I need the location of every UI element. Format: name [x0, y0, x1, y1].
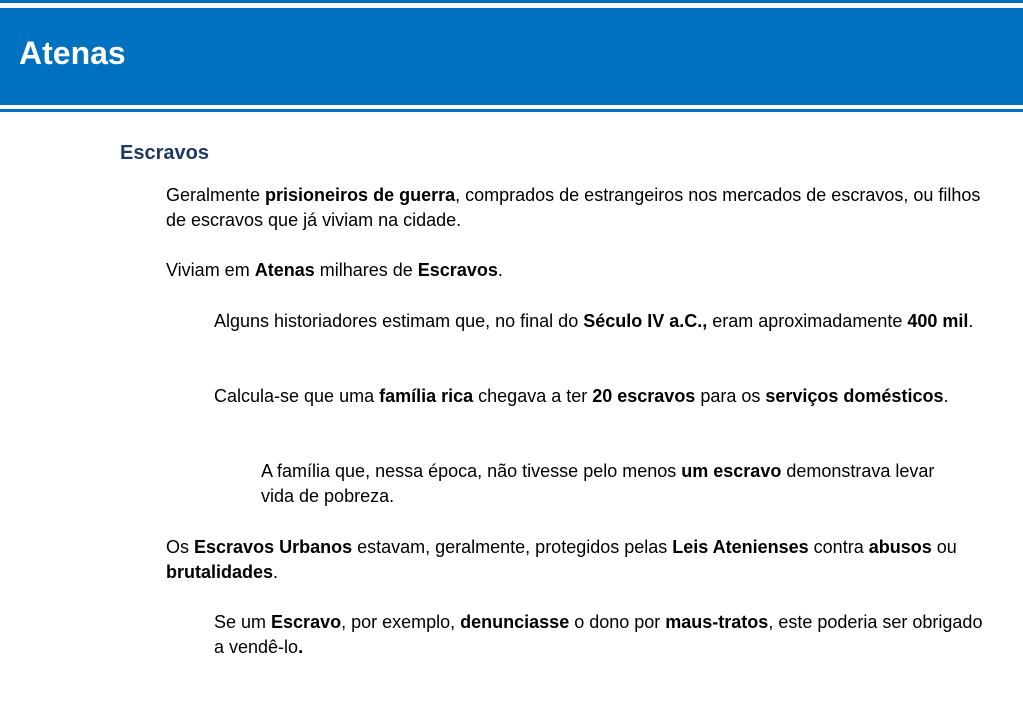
bold-text: Escravos Urbanos	[194, 537, 353, 557]
page-title: Atenas	[19, 35, 126, 71]
paragraph-estimate	[214, 309, 994, 334]
text: Alguns historiadores estimam que, no final do	[214, 311, 584, 331]
bold-text: Atenas	[254, 260, 315, 280]
text: .	[497, 260, 503, 280]
bold-text: um escravo	[681, 461, 782, 481]
bold-text: serviços domésticos	[765, 386, 944, 406]
paragraph-rich-family	[214, 384, 994, 409]
text: , este poderia ser obrigado a vendê-lo	[214, 612, 983, 657]
text: demonstrava levar vida de pobreza.	[261, 461, 935, 506]
text: Calcula-se que uma	[214, 386, 380, 406]
bold-text: 400 mil	[907, 311, 969, 331]
bold-text: Escravos	[417, 260, 498, 280]
paragraph-denunciation	[214, 610, 994, 660]
text: .	[273, 562, 279, 582]
text: , comprados de estrangeiros nos mercados de escravos, ou filhos de escravos que já viviam na cidade.	[166, 185, 981, 230]
header-top-rule	[0, 0, 1023, 3]
text: milhares de	[314, 260, 418, 280]
text: Geralmente	[166, 185, 266, 205]
bold-text: Escravo	[271, 612, 342, 632]
text: Se um	[214, 612, 272, 632]
bold-text: Leis Atenienses	[672, 537, 809, 557]
bold-text: prisioneiros de guerra	[265, 185, 456, 205]
text: ou	[931, 537, 957, 557]
header-bottom-rule	[0, 109, 1023, 112]
bold-text: .	[298, 637, 304, 657]
paragraph-origin	[166, 183, 986, 233]
text: o dono por	[569, 612, 666, 632]
text: A família que, nessa época, não tivesse pelo menos	[261, 461, 682, 481]
text: eram aproximadamente	[707, 311, 908, 331]
section-heading: Escravos	[120, 142, 209, 164]
paragraph-poverty	[261, 459, 961, 509]
bold-text: denunciasse	[460, 612, 570, 632]
text: contra	[808, 537, 869, 557]
header-bar	[0, 8, 1023, 105]
text: para os	[695, 386, 766, 406]
text: .	[968, 311, 974, 331]
bold-text: brutalidades	[166, 562, 274, 582]
bold-text: Século IV a.C.,	[583, 311, 708, 331]
text: estavam, geralmente, protegidos pelas	[352, 537, 673, 557]
text: chegava a ter	[473, 386, 593, 406]
text: Os	[166, 537, 195, 557]
text: .	[943, 386, 949, 406]
bold-text: maus-tratos	[665, 612, 769, 632]
bold-text: 20 escravos	[592, 386, 696, 406]
paragraph-urban-slaves	[166, 535, 986, 585]
text: , por exemplo,	[341, 612, 461, 632]
paragraph-population	[166, 258, 986, 283]
bold-text: abusos	[868, 537, 932, 557]
text: Viviam em	[166, 260, 255, 280]
bold-text: família rica	[379, 386, 474, 406]
